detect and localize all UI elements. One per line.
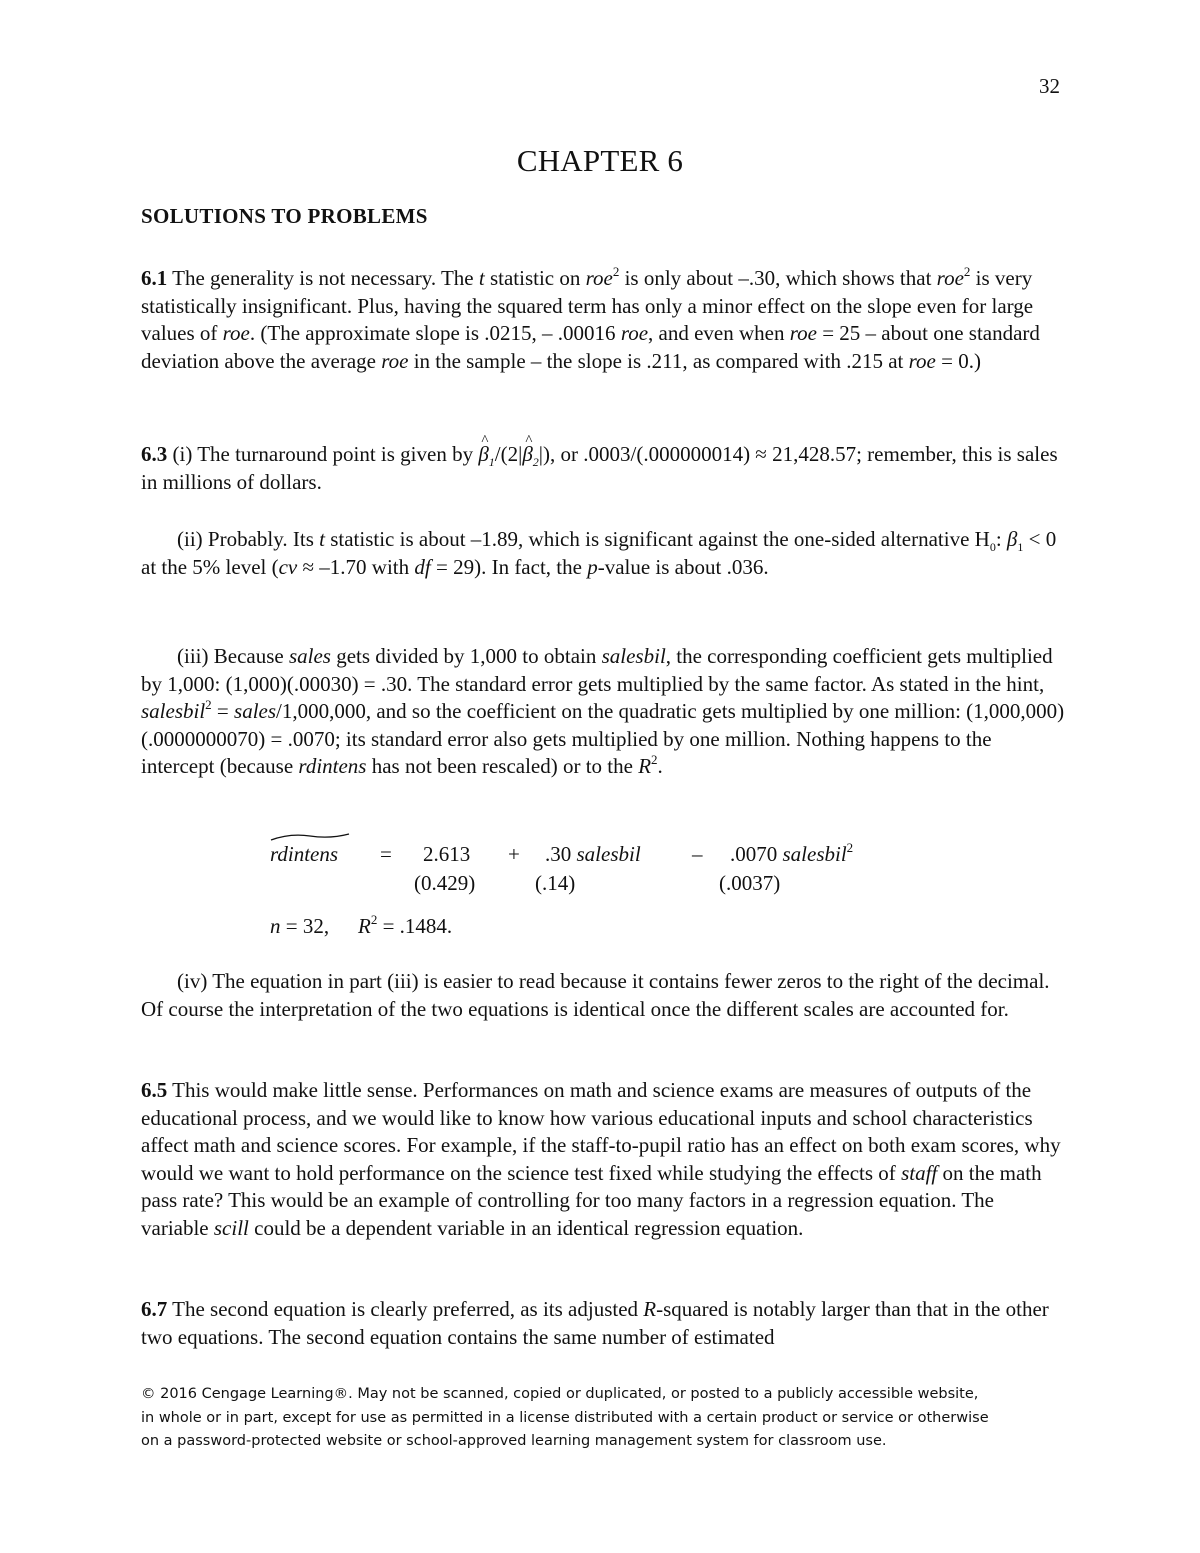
problem-6-3-part-iv: (iv) The equation in part (iii) is easier to read because it contains fewer zeros to the right of the decimal. Of course the interpretation of the two equations is identical once the different scales are accounted for. [141, 969, 1050, 1021]
problem-6-7: 6.7 The second equation is clearly preferred, as its adjusted R-squared is notably larger than that in the other two equations. The second equation contains the same number of estimated [141, 1297, 1049, 1349]
beta-hat-1: ^ $\beta_1$ [478, 441, 494, 469]
footer-line: in whole or in part, except for use as permitted in a license distributed with a certain product or service or otherwise [141, 1409, 989, 1426]
term-salesbil-squared: .0070 salesbil$^2$ [730, 840, 854, 866]
plus-sign: + [508, 842, 520, 866]
problem-number: 6.3 [141, 442, 168, 466]
page-number: 32 [1039, 74, 1060, 98]
chapter-title: CHAPTER 6 [516, 143, 684, 178]
problem-6-3-part-iii: (iii) Because sales gets divided by 1,000 to obtain salesbil, the corresponding coefficient gets multiplied by 1,000: (1,000)(.00030) = .30. The standard error gets multiplied by the same factor. As stated in the hint, salesbil$^2$ = sales/1,000,000, and so the coefficient on the quadratic gets multiplied by one million: (1,000,000)(.0000000070) = .0070; its standard error also gets multiplied by one million. Nothing happens to the intercept (because rdintens has not been rescaled) or to the $R^2$. [141, 644, 1065, 778]
se-intercept: (0.429) [414, 871, 476, 895]
problem-number: 6.1 [141, 266, 168, 290]
problem-number: 6.7 [141, 1297, 168, 1321]
problem-6-3-part-ii: (ii) Probably. Its t statistic is about –1.89, which is significant against the one-sided alternative $H_0$: $\beta_1 < 0$ at the 5% level (cv ≈ –1.70 with df = 29). In fact, the p-value is about .036. [141, 527, 1057, 579]
problem-6-3-part-i: 6.3 (i) The turnaround point is given by ^ $\beta_1/(2|\^{}$ $\beta_2|$), or .0003/(.000000014) ≈ 21,428.57; remember, this is sales in millions of dollars. [141, 441, 1066, 496]
tilde-accent [270, 833, 350, 841]
problem-6-1: 6.1 The generality is not necessary. The t statistic on roe$^2$ is only about –.30, which shows that roe$^2$ is very statistically insignificant. Plus, having the squared term has only a minor effect on the slope even for large values of roe. (The approximate slope is .0215, – .00016 roe, and even when roe = 25 – about one standard deviation above the average roe in the sample – the slope is .211, as compared with .215 at roe = 0.) [141, 264, 1040, 373]
term-salesbil: .30 salesbil [545, 842, 641, 866]
footer-line: © 2016 Cengage Learning®. May not be scanned, copied or duplicated, or posted to a publicly accessible website, [141, 1386, 979, 1402]
se-salesbil-squared: (.0037) [719, 871, 781, 895]
se-salesbil: (.14) [535, 871, 576, 895]
equation-lhs: rdintens [270, 842, 338, 867]
sample-size: n = 32, [270, 914, 330, 938]
equals-sign: = [380, 842, 392, 866]
footer-line: on a password-protected website or school-approved learning management system for classroom use. [141, 1433, 887, 1449]
copyright-footer [141, 1383, 1071, 1454]
beta-hat-2: ^ $\beta_2$ [522, 441, 538, 469]
r-squared: $R^2 = .1484$. [358, 912, 453, 938]
section-heading: SOLUTIONS TO PROBLEMS [141, 204, 428, 228]
minus-sign: – [692, 842, 703, 866]
problem-number: 6.5 [141, 1078, 168, 1102]
intercept: 2.613 [423, 842, 471, 866]
problem-6-5: 6.5 This would make little sense. Performances on math and science exams are measures of outputs of the educational process, and we would like to know how various educational inputs and school characteristics affect math and science scores. For example, if the staff-to-pupil ratio has an effect on both exam scores, why would we want to hold performance on the science test fixed while studying the effects of staff on the math pass rate? This would be an example of controlling for too many factors in a regression equation. The variable scill could be a dependent variable in an identical regression equation. [141, 1078, 1061, 1240]
